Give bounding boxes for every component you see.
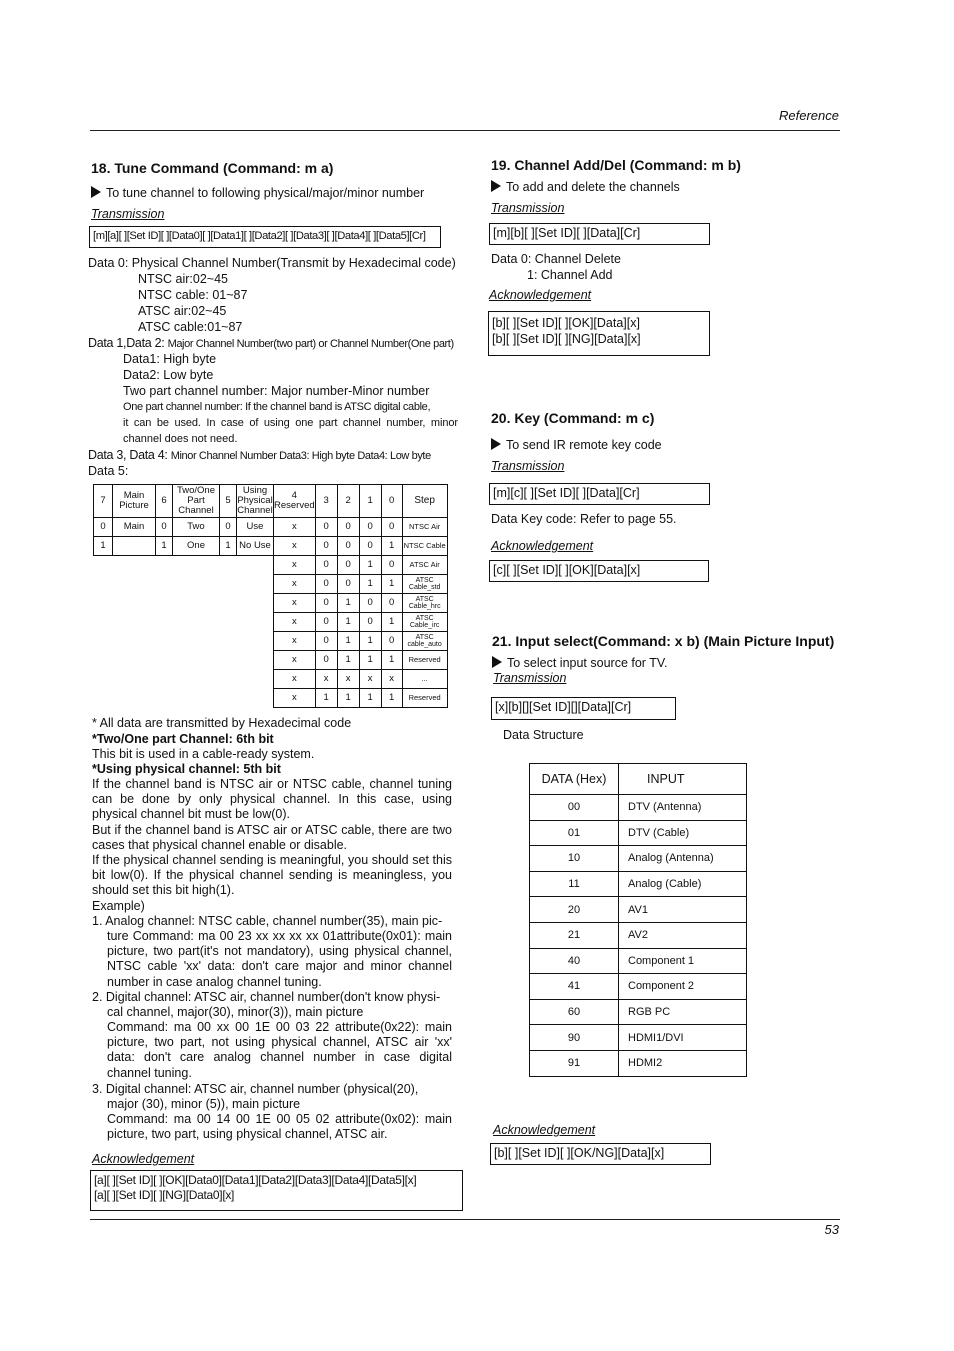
table-cell: 1 (315, 689, 337, 708)
table-cell: 1 (381, 575, 402, 594)
table-cell: AV2 (619, 922, 747, 948)
table-row (530, 795, 747, 821)
table-row (94, 613, 448, 632)
table-cell: 21 (530, 922, 619, 948)
s18-two-part: Two part channel number: Major number-Minor number (123, 384, 430, 398)
s18-note-cable-ready: This bit is used in a cable-ready system. (92, 747, 315, 761)
table-cell: DTV (Cable) (619, 820, 747, 846)
table-row (530, 1025, 747, 1051)
s20-title: 20. Key (Command: m c) (491, 410, 655, 426)
table-cell: 20 (530, 897, 619, 923)
table-cell: 01 (530, 820, 619, 846)
table-cell: 90 (530, 1025, 619, 1051)
table-cell: 0 (315, 613, 337, 632)
table-row (530, 948, 747, 974)
table-header-cell: DATA (Hex) (530, 764, 619, 795)
table-cell: 41 (530, 974, 619, 1000)
header-rule (90, 130, 840, 131)
s18-ack-box (90, 1170, 463, 1211)
s20-desc: To send IR remote key code (491, 438, 662, 453)
s19-transmission-box: [m][b][ ][Set ID][ ][Data][Cr] (489, 223, 710, 245)
table-cell: x (274, 537, 316, 556)
table-header-cell: 4 Reserved (274, 485, 316, 518)
table-cell: x (274, 556, 316, 575)
table-cell: 1 (94, 537, 113, 556)
s19-ack-ng: [b][ ][Set ID][ ][NG][Data][x] (492, 332, 641, 346)
table-cell: 0 (315, 575, 337, 594)
s18-example2-head: 2. Digital channel: ATSC air, channel number(don't know physi- (92, 990, 441, 1004)
table-cell: x (274, 518, 316, 537)
s19-title: 19. Channel Add/Del (Command: m b) (491, 157, 741, 173)
table-cell: 1 (220, 537, 237, 556)
table-cell: ATSC Cable_std (402, 575, 447, 594)
table-row (94, 575, 448, 594)
s19-ack-label: Acknowledgement (489, 288, 592, 302)
table-row (94, 485, 448, 518)
table-cell: 1 (381, 651, 402, 670)
table-cell: x (274, 689, 316, 708)
table-cell: 0 (156, 518, 173, 537)
table-cell: 1 (359, 632, 381, 651)
s20-ack-box: [c][ ][Set ID][ ][OK][Data][x] (489, 560, 709, 582)
table-row (530, 764, 747, 795)
s21-structure-label: Data Structure (503, 728, 584, 742)
bullet-arrow-icon (491, 438, 501, 450)
table-row (530, 1050, 747, 1076)
table-cell: 0 (315, 556, 337, 575)
s18-example1-head: 1. Analog channel: NTSC cable, channel number(35), main pic- (92, 914, 443, 928)
table-cell: 0 (220, 518, 237, 537)
table-cell: 1 (337, 689, 359, 708)
table-row (530, 922, 747, 948)
table-cell (113, 537, 156, 556)
table-cell: x (337, 670, 359, 689)
table-cell: 1 (337, 594, 359, 613)
s18-data0-atsc-air: ATSC air:02~45 (138, 304, 227, 318)
table-cell: 0 (315, 651, 337, 670)
s20-transmission-label: Transmission (491, 459, 565, 473)
bullet-arrow-icon (491, 180, 501, 192)
table-row (530, 820, 747, 846)
page-number: 53 (824, 1222, 839, 1237)
table-cell: 0 (94, 518, 113, 537)
s21-desc: To select input source for TV. (492, 656, 668, 671)
table-row (530, 897, 747, 923)
table-row (94, 556, 448, 575)
table-row (530, 871, 747, 897)
table-cell: 0 (337, 518, 359, 537)
s18-ack-ng: [a][ ][Set ID][ ][NG][Data0][x] (94, 1188, 235, 1202)
table-cell: 0 (315, 537, 337, 556)
table-cell: 1 (359, 575, 381, 594)
s18-data34-heading: Data 3, Data 4: Minor Channel Number Data3: High byte Data4: Low byte (88, 448, 431, 462)
table-cell: 1 (381, 689, 402, 708)
table-cell: Use (237, 518, 274, 537)
table-cell: ATSC Cable_irc (402, 613, 447, 632)
s18-example3-head: 3. Digital channel: ATSC air, channel number (physical(20), (92, 1082, 419, 1096)
table-row (530, 846, 747, 872)
table-cell: 0 (359, 613, 381, 632)
s18-title: 18. Tune Command (Command: m a) (91, 160, 334, 176)
table-cell: ATSC Air (402, 556, 447, 575)
table-cell: 1 (359, 556, 381, 575)
table-cell: ATSC cable_auto (402, 632, 447, 651)
s19-ack-ok: [b][ ][Set ID][ ][OK][Data][x] (492, 316, 640, 330)
s19-transmission-label: Transmission (491, 201, 565, 215)
s20-ack-label: Acknowledgement (491, 539, 594, 553)
table-cell: 0 (381, 556, 402, 575)
table-cell: 0 (381, 594, 402, 613)
s18-ack-label: Acknowledgement (92, 1152, 195, 1166)
table-header-cell: Two/One Part Channel (173, 485, 220, 518)
table-cell: 40 (530, 948, 619, 974)
table-cell: 0 (337, 575, 359, 594)
s21-transmission-box: [x][b][][Set ID][][Data][Cr] (491, 697, 676, 720)
s18-note-two-one: *Two/One part Channel: 6th bit (92, 732, 274, 746)
table-cell: 11 (530, 871, 619, 897)
s21-ack-label: Acknowledgement (493, 1123, 596, 1137)
s18-para2: But if the channel band is ATSC air or ATSC cable, there are two cases that physical channel enable or disable. (92, 823, 452, 853)
table-cell: 0 (359, 518, 381, 537)
table-cell: 0 (337, 556, 359, 575)
table-header-cell: 0 (381, 485, 402, 518)
table-cell: 1 (156, 537, 173, 556)
table-cell: 1 (381, 613, 402, 632)
table-row (94, 670, 448, 689)
table-header-cell: 6 (156, 485, 173, 518)
table-cell: 0 (359, 594, 381, 613)
table-cell: One (173, 537, 220, 556)
s18-example1-body: ture Command: ma 00 23 xx xx xx xx 01attribute(0x01): main picture, two part(it's not mandatory), using physical channel, NTSC cable 'xx' data: don't care major and minor channel number in case analog channel tuning. (107, 929, 452, 989)
table-cell: AV1 (619, 897, 747, 923)
s18-one-part-1: One part channel number: If the channel band is ATSC digital cable, (123, 401, 431, 413)
table-cell: x (381, 670, 402, 689)
table-header-cell: 3 (315, 485, 337, 518)
table-cell: 0 (315, 632, 337, 651)
table-cell: ATSC Cable_hrc (402, 594, 447, 613)
table-cell: Analog (Cable) (619, 871, 747, 897)
table-header-cell: 5 (220, 485, 237, 518)
s18-data2: Data2: Low byte (123, 368, 214, 382)
bullet-arrow-icon (91, 186, 101, 198)
s18-ack-ok: [a][ ][Set ID][ ][OK][Data0][Data1][Data2][Data3][Data4][Data5][x] (94, 1173, 417, 1187)
table-header-cell: 2 (337, 485, 359, 518)
table-cell: 1 (337, 632, 359, 651)
s18-data5-table (93, 484, 448, 708)
s21-title: 21. Input select(Command: x b) (Main Picture Input) (492, 633, 835, 649)
table-cell: ... (402, 670, 447, 689)
s18-data0-ntsc-air: NTSC air:02~45 (138, 272, 228, 286)
s21-transmission-label: Transmission (493, 671, 567, 685)
table-row (94, 651, 448, 670)
table-cell: x (274, 651, 316, 670)
bullet-arrow-icon (492, 656, 502, 668)
table-header-cell: 7 (94, 485, 113, 518)
table-cell: 1 (337, 613, 359, 632)
table-row (94, 518, 448, 537)
s18-example2-sub: cal channel, major(30), minor(3)), main picture (107, 1005, 364, 1019)
table-cell: 00 (530, 795, 619, 821)
table-cell: 1 (337, 651, 359, 670)
table-row (94, 594, 448, 613)
table-row (94, 632, 448, 651)
s18-example3-sub: major (30), minor (5)), main picture (107, 1097, 301, 1111)
s21-input-table (529, 763, 747, 1077)
table-cell: No Use (237, 537, 274, 556)
s18-data0: Data 0: Physical Channel Number(Transmit by Hexadecimal code) (88, 256, 456, 270)
s19-data-delete: Data 0: Channel Delete (491, 252, 621, 266)
table-cell: x (274, 670, 316, 689)
table-cell: x (315, 670, 337, 689)
s18-note-physical: *Using physical channel: 5th bit (92, 762, 281, 776)
table-cell: x (274, 613, 316, 632)
s18-note-hex: * All data are transmitted by Hexadecimal code (92, 716, 352, 730)
table-cell: NTSC Air (402, 518, 447, 537)
s20-data: Data Key code: Refer to page 55. (491, 512, 677, 526)
s18-one-part-2: it can be used. In case of using one part channel number, minor (123, 417, 458, 429)
s18-example2-body: Command: ma 00 xx 00 1E 00 03 22 attribute(0x22): main picture, two part, not using physical channel, ATSC air 'xx' data: don't care analog channel number in case digital channel tuning. (107, 1020, 452, 1080)
s18-example3-body: Command: ma 00 14 00 1E 00 05 02 attribute(0x02): main picture, two part, using physical channel, ATSC air. (107, 1112, 452, 1142)
table-cell: x (274, 594, 316, 613)
table-header-cell: 1 (359, 485, 381, 518)
s18-one-part-3: channel does not need. (123, 433, 238, 445)
table-cell: 1 (381, 537, 402, 556)
s18-data0-ntsc-cable: NTSC cable: 01~87 (138, 288, 248, 302)
table-header-cell: Step (402, 485, 447, 518)
table-cell: 0 (381, 632, 402, 651)
table-cell: 60 (530, 999, 619, 1025)
s18-desc: To tune channel to following physical/major/minor number (91, 186, 424, 201)
s18-transmission-label: Transmission (91, 207, 165, 221)
table-cell: 10 (530, 846, 619, 872)
section-header: Reference (779, 108, 839, 123)
s18-data1: Data1: High byte (123, 352, 217, 366)
table-row (530, 999, 747, 1025)
table-cell: Two (173, 518, 220, 537)
table-cell: x (274, 575, 316, 594)
s18-transmission-box: [m][a][ ][Set ID][ ][Data0][ ][Data1][ ][Data2][ ][Data3][ ][Data4][ ][Data5][Cr] (89, 226, 441, 248)
table-cell: Analog (Antenna) (619, 846, 747, 872)
table-cell: 0 (315, 594, 337, 613)
s18-para3: If the physical channel sending is meaningful, you should set this bit low(0). If the physical channel sending is meaningless, you should set this bit high(1). (92, 853, 452, 898)
table-cell: Reserved (402, 689, 447, 708)
s18-data5-label: Data 5: (88, 464, 129, 478)
s18-data0-atsc-cable: ATSC cable:01~87 (138, 320, 243, 334)
table-cell: Reserved (402, 651, 447, 670)
table-header-cell: INPUT (619, 764, 747, 795)
s19-desc: To add and delete the channels (491, 180, 680, 195)
s21-ack-box: [b][ ][Set ID][ ][OK/NG][Data][x] (490, 1143, 711, 1165)
table-cell: Component 1 (619, 948, 747, 974)
table-header-cell: Using Physical Channel (237, 485, 273, 516)
s19-data-add: 1: Channel Add (527, 268, 613, 282)
s18-data12-heading: Data 1,Data 2: Major Channel Number(two part) or Channel Number(One part) (88, 336, 454, 350)
table-cell: Component 2 (619, 974, 747, 1000)
table-row (94, 689, 448, 708)
table-cell: RGB PC (619, 999, 747, 1025)
table-row (94, 537, 448, 556)
table-cell: 1 (359, 651, 381, 670)
table-cell: 0 (381, 518, 402, 537)
s19-ack-box (488, 311, 710, 356)
table-cell: HDMI1/DVI (619, 1025, 747, 1051)
table-cell: x (274, 632, 316, 651)
table-cell: 91 (530, 1050, 619, 1076)
table-cell: x (359, 670, 381, 689)
table-cell: 0 (359, 537, 381, 556)
table-cell: DTV (Antenna) (619, 795, 747, 821)
table-cell: 0 (315, 518, 337, 537)
table-cell: HDMI2 (619, 1050, 747, 1076)
table-row (530, 974, 747, 1000)
s20-transmission-box: [m][c][ ][Set ID][ ][Data][Cr] (489, 483, 710, 505)
table-header-cell: Main Picture (113, 485, 156, 518)
table-cell: Main (113, 518, 156, 537)
table-cell: 0 (337, 537, 359, 556)
s18-example-label: Example) (92, 899, 145, 913)
table-cell: NTSC Cable (402, 537, 447, 556)
s18-para1: If the channel band is NTSC air or NTSC cable, channel tuning can be done by only physical channel. In this case, using physical channel bit must be low(0). (92, 777, 452, 822)
table-cell: 1 (359, 689, 381, 708)
footer-rule (90, 1219, 840, 1220)
